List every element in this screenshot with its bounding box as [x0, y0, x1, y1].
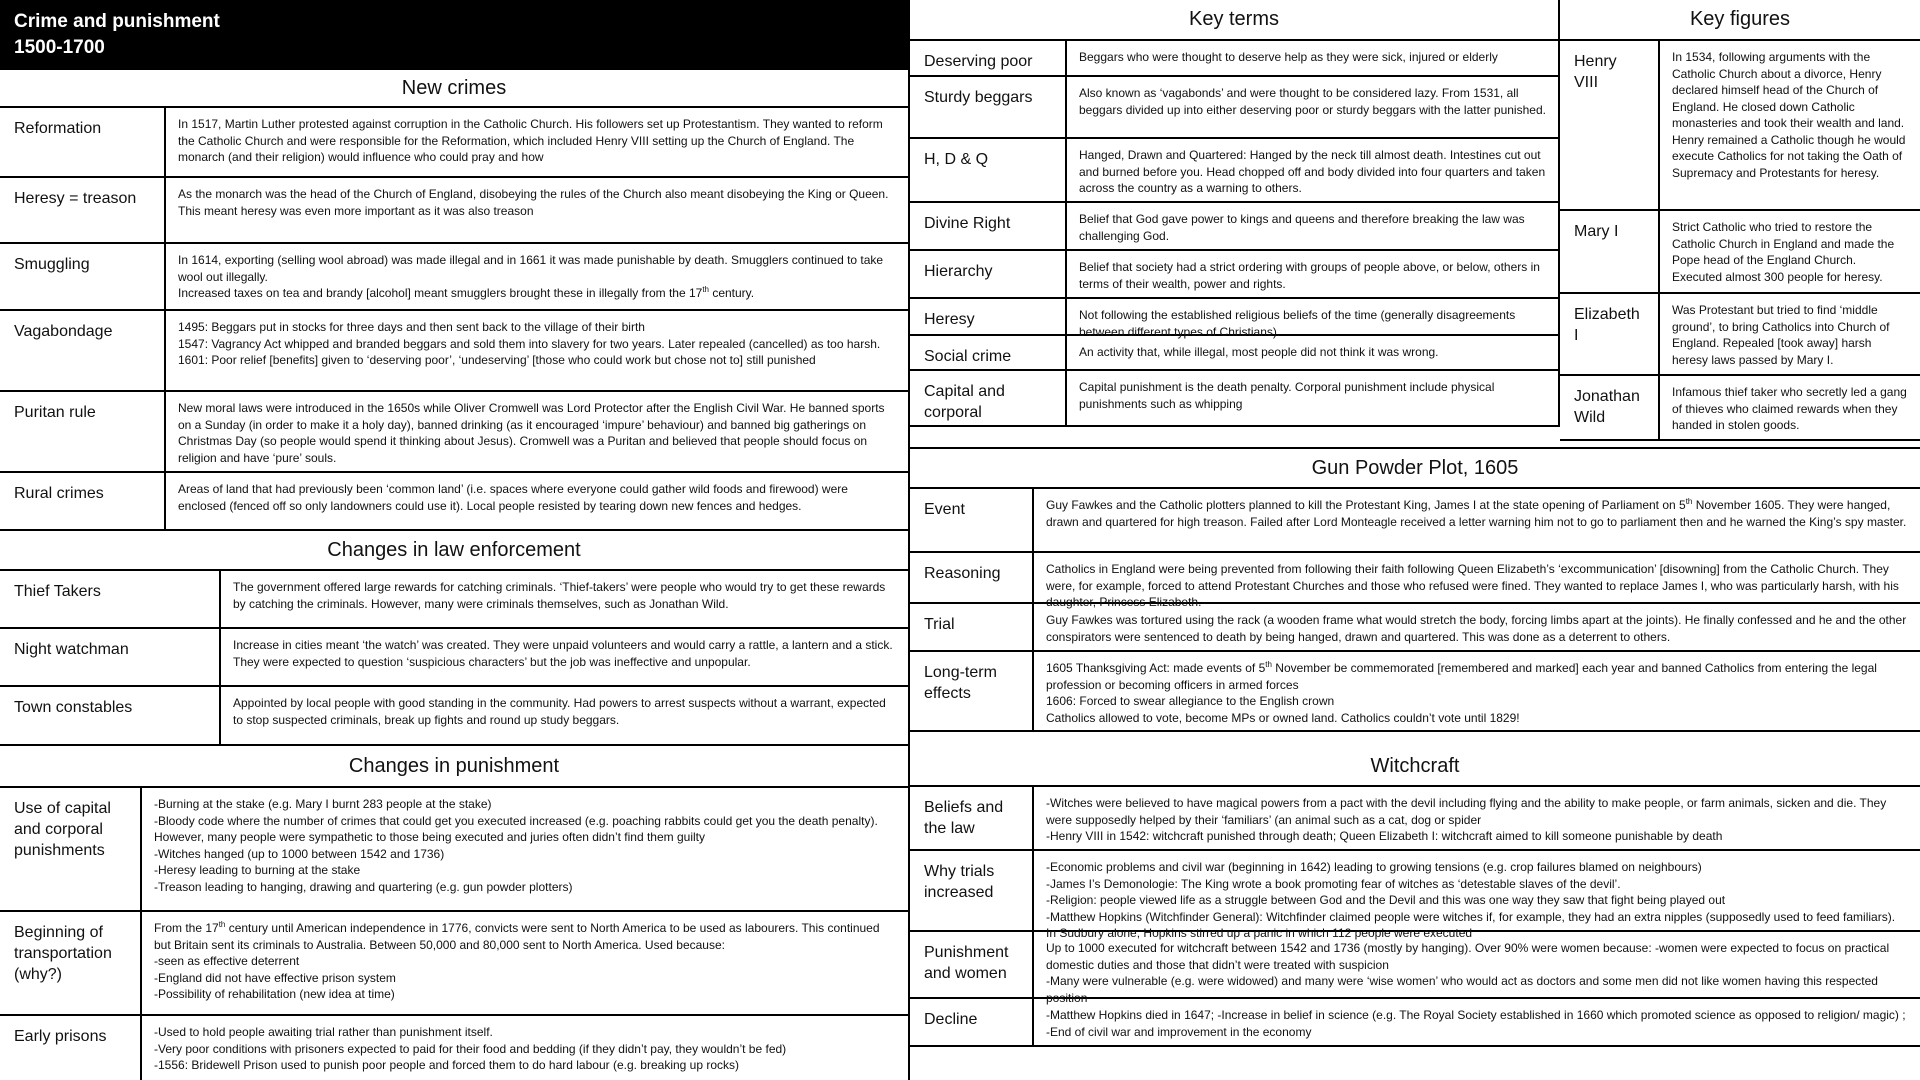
- row-term: Vagabondage: [0, 311, 166, 390]
- definition-line: Guy Fawkes was tortured using the rack (a wooden frame what would stretch the body, forcing limbs apart at the joints). He finally confessed and he and the other conspirators were sentenced to death by being hanged, drawn and quartered. This was done as a deterrent to others.: [1046, 613, 1907, 644]
- row-definition: [166, 311, 908, 390]
- row-definition: [142, 1016, 908, 1080]
- row-term: Reasoning: [910, 553, 1034, 602]
- key-figures-title: Key figures: [1560, 0, 1920, 41]
- definition-line: -Witches were believed to have magical powers from a pact with the devil including flying and the ability to make people, or farm animals, sicken and die. They were supposedly helped by their ‘familiars’ (an animal such as a cat, dog or spider: [1046, 796, 1887, 827]
- left-column: [0, 0, 910, 1080]
- row-definition: [221, 629, 908, 685]
- title-line-1: Crime and punishment: [14, 11, 220, 32]
- page-title: [0, 0, 908, 70]
- row-definition: [221, 687, 908, 744]
- table-row: [910, 251, 1558, 299]
- definition-line: -Burning at the stake (e.g. Mary I burnt 283 people at the stake): [154, 797, 492, 811]
- row-definition: [1067, 371, 1558, 425]
- table-row: [910, 553, 1920, 609]
- row-definition: [1034, 787, 1920, 849]
- definition-line: -Treason leading to hanging, drawing and quartering (e.g. gun powder plotters): [154, 879, 573, 894]
- definition-line: -Matthew Hopkins (Witchfinder General): Witchfinder claimed people were witches if, for example, they had an extra nipples (supposedly used to feed familiars). In Sudbury alone, Hopkins stirred up a panic in which 112 people were executed: [1046, 909, 1896, 940]
- table-row: [910, 371, 1558, 427]
- row-term: Sturdy beggars: [910, 77, 1067, 137]
- table-row: [0, 687, 908, 746]
- table-row: [0, 473, 908, 531]
- table-row: [0, 629, 908, 687]
- new-crimes-table: [0, 108, 908, 531]
- definition-line: Strict Catholic who tried to restore the Catholic Church in England and made the Pope head of the England Church. Executed almost 300 people for heresy.: [1672, 220, 1895, 284]
- table-row: [910, 652, 1920, 732]
- table-row: [910, 203, 1558, 251]
- definition-line: Capital punishment is the death penalty. Corporal punishment include physical punishments such as whipping: [1079, 380, 1495, 411]
- row-term: Capital and corporal: [910, 371, 1067, 425]
- definition-line: Also known as ‘vagabonds’ and were thought to be considered lazy. From 1531, all beggars divided up into either deserving poor or sturdy beggars with the latter punished.: [1079, 86, 1546, 117]
- row-term: Hierarchy: [910, 251, 1067, 297]
- row-definition: [1067, 41, 1558, 75]
- row-term: Henry VIII: [1560, 41, 1660, 209]
- row-term: Mary I: [1560, 211, 1660, 292]
- table-row: [910, 77, 1558, 139]
- new-crimes-title: New crimes: [0, 70, 908, 108]
- definition-line: -Religion: people viewed life as a struggle between God and the Devil and this was one way they saw that fight being played out: [1046, 893, 1726, 907]
- row-term: Puritan rule: [0, 392, 166, 471]
- row-term: Rural crimes: [0, 473, 166, 529]
- table-row: [0, 788, 908, 912]
- row-definition: [1660, 376, 1920, 439]
- definition-line: Increased taxes on tea and brandy [alcohol] meant smugglers brought these in illegally from the 17th century.: [178, 285, 755, 300]
- row-term: Beliefs and the law: [910, 787, 1034, 849]
- row-term: Deserving poor: [910, 41, 1067, 75]
- row-definition: [1660, 41, 1920, 209]
- row-term: Town constables: [0, 687, 221, 744]
- definition-line: From the 17th century until American independence in 1776, convicts were sent to North America to be used as labourers. This continued but Britain sent its criminals to Australia. Between 50,000 and 80,000 sent to North America. Used because:: [154, 920, 880, 952]
- definition-line: -Used to hold people awaiting trial rather than punishment itself.: [154, 1025, 493, 1039]
- row-term: Smuggling: [0, 244, 166, 309]
- definition-line: 1605 Thanksgiving Act: made events of 5th November be commemorated [remembered and marked] each year and banned Catholics from entering the legal profession or becoming officers in armed forces: [1046, 660, 1877, 692]
- row-definition: [1034, 999, 1920, 1045]
- definition-line: -James I’s Demonologie: The King wrote a book promoting fear of witches as ‘detestable slaves of the devil’.: [1046, 876, 1621, 891]
- definition-line: Hanged, Drawn and Quartered: Hanged by the neck till almost death. Intestines cut out and burned before you. Head chopped off and body divided into four quarters and taken across the country as a warning to others.: [1079, 148, 1546, 195]
- definition-line: -England did not have effective prison system: [154, 970, 396, 985]
- definition-line: -Witches hanged (up to 1000 between 1542 and 1736): [154, 846, 445, 861]
- definition-line: -Bloody code where the number of crimes that could get you executed increased (e.g. poaching rabbits could get you the death penalty). However, many people were sympathetic to those being executed and juries often didn’t find them guilty: [154, 813, 878, 844]
- definition-line: An activity that, while illegal, most people did not think it was wrong.: [1079, 345, 1439, 359]
- table-row: [0, 1016, 908, 1080]
- definition-line: Belief that God gave power to kings and queens and therefore breaking the law was challenging God.: [1079, 212, 1525, 243]
- table-row: [0, 912, 908, 1016]
- definition-line: Up to 1000 executed for witchcraft between 1542 and 1736 (mostly by hanging). Over 90% were women because: -women were expected to focus on practical domestic duties and those that didn’t were treated with suspicion: [1046, 941, 1890, 972]
- table-row: [0, 244, 908, 311]
- definition-line: Not following the established religious beliefs of the time (generally disagreements between different types of Christians).: [1079, 308, 1516, 339]
- row-term: Heresy = treason: [0, 178, 166, 242]
- table-row: [1560, 294, 1920, 376]
- row-definition: [1067, 77, 1558, 137]
- row-definition: [1067, 299, 1558, 339]
- witchcraft-table: [910, 787, 1920, 1047]
- definition-line: Catholics in England were being prevented from following their faith following Queen Elizabeth’s ‘excommunication’ [disowning] from the Catholic Church. They were, for example, forced to attend Protestant Churches and those who refused were fined. They wanted to replace James I, who was particularly harsh, with his daughter, Princess Elizabeth.: [1046, 562, 1899, 609]
- witchcraft-block: [910, 747, 1920, 1047]
- key-terms-block: [910, 0, 1560, 427]
- table-row: [910, 299, 1558, 339]
- table-row: [910, 139, 1558, 203]
- row-definition: [1660, 294, 1920, 374]
- definition-line: In 1534, following arguments with the Catholic Church about a divorce, Henry declared himself head of the Church of England. He closed down Catholic monasteries and took their wealth and land. Henry remained a Catholic though he would execute Catholics for not taking the Oath of Supremacy and Protestants for heresy.: [1672, 50, 1906, 180]
- definition-line: Increase in cities meant ‘the watch’ was created. They were unpaid volunteers and would carry a rattle, a lantern and a stick. They were expected to question ‘suspicious characters’ but the job was ineffective and unpopular.: [233, 638, 893, 669]
- key-terms-table: [910, 41, 1558, 427]
- definition-line: Infamous thief taker who secretly led a gang of thieves who claimed rewards when they handed in stolen goods.: [1672, 385, 1907, 432]
- row-definition: [221, 571, 908, 627]
- row-term: Jonathan Wild: [1560, 376, 1660, 439]
- row-term: Early prisons: [0, 1016, 142, 1080]
- definition-line: The government offered large rewards for catching criminals. ‘Thief-takers’ were people who would try to get these rewards by catching the criminals. However, many were criminals themselves, such as Jonathan Wild.: [233, 580, 886, 611]
- row-definition: [1660, 211, 1920, 292]
- definition-line: Was Protestant but tried to find ‘middle ground’, to bring Catholics into Church of England. Repealed [took away] harsh heresy laws passed by Mary I.: [1672, 303, 1890, 367]
- gunpowder-title: Gun Powder Plot, 1605: [910, 447, 1920, 489]
- table-row: [0, 108, 908, 178]
- definition-line: 1495: Beggars put in stocks for three days and then sent back to the village of their birth: [178, 320, 645, 334]
- key-figures-block: [1560, 0, 1920, 441]
- table-row: [1560, 376, 1920, 441]
- row-term: Beginning of transportation (why?): [0, 912, 142, 1014]
- row-term: Long-term effects: [910, 652, 1034, 730]
- definition-line: -Henry VIII in 1542: witchcraft punished through death; Queen Elizabeth I: witchcraft aimed to kill someone punishable by death: [1046, 829, 1723, 843]
- row-definition: [1034, 604, 1920, 650]
- key-figures-table: [1560, 41, 1920, 441]
- gunpowder-block: [910, 447, 1920, 732]
- definition-line: -Heresy leading to burning at the stake: [154, 863, 361, 877]
- row-term: H, D & Q: [910, 139, 1067, 201]
- definition-line: -seen as effective deterrent: [154, 954, 300, 968]
- definition-line: -Very poor conditions with prisoners expected to paid for their food and bedding (if they didn’t pay, they wouldn’t be fed): [154, 1041, 787, 1056]
- witchcraft-title: Witchcraft: [910, 747, 1920, 787]
- key-terms-title: Key terms: [910, 0, 1558, 41]
- punishment-table: [0, 788, 908, 1080]
- row-definition: [1067, 251, 1558, 297]
- definition-line: Beggars who were thought to deserve help as they were sick, injured or elderly: [1079, 50, 1498, 64]
- row-definition: [166, 178, 908, 242]
- row-term: Social crime: [910, 336, 1067, 369]
- row-definition: [166, 392, 908, 471]
- gunpowder-table: [910, 489, 1920, 732]
- definition-line: Areas of land that had previously been ‘common land’ (i.e. spaces where everyone could gather wild foods and firewood) were enclosed (fenced off so only landowners could use it). Local people resisted by tearing down new fences and hedges.: [178, 482, 848, 513]
- definition-line: -Economic problems and civil war (beginning in 1642) leading to growing tensions (e.g. crop failures blamed on neighbours): [1046, 860, 1702, 874]
- definition-line: -Matthew Hopkins died in 1647; -Increase in belief in science (e.g. The Royal Society established in 1660 which promoted science as opposed to religion/ magic) ; -End of civil war and improvement in the economy: [1046, 1008, 1906, 1039]
- law-enforcement-title: Changes in law enforcement: [0, 531, 908, 571]
- row-term: Elizabeth I: [1560, 294, 1660, 374]
- row-definition: [142, 912, 908, 1014]
- row-term: Thief Takers: [0, 571, 221, 627]
- row-term: Night watchman: [0, 629, 221, 685]
- definition-line: Catholics allowed to vote, become MPs or owned land. Catholics couldn’t vote until 1829!: [1046, 710, 1520, 725]
- definition-line: 1606: Forced to swear allegiance to the English crown: [1046, 694, 1335, 708]
- definition-line: Appointed by local people with good standing in the community. Had powers to arrest suspects without a warrant, expected to stop suspected criminals, break up fights and round up study beggars.: [233, 696, 886, 727]
- punishment-title: Changes in punishment: [0, 746, 908, 788]
- table-row: [1560, 211, 1920, 294]
- law-enforcement-table: [0, 571, 908, 746]
- table-row: [910, 604, 1920, 652]
- row-definition: [166, 108, 908, 176]
- table-row: [0, 392, 908, 473]
- row-definition: [1034, 652, 1920, 730]
- row-term: Use of capital and corporal punishments: [0, 788, 142, 910]
- definition-line: New moral laws were introduced in the 1650s while Oliver Cromwell was Lord Protector after the English Civil War. He banned sports on a Sunday (in order to make it a holy day), banned drinking (as it encouraged ‘impure’ behaviour) and banned big gatherings on Christmas Day (so people would spend it thinking about Jesus). Cromwell was a Puritan and believed that people should focus on religion and have ‘pure’ souls.: [178, 401, 885, 465]
- row-definition: [1067, 139, 1558, 201]
- table-row: [1560, 41, 1920, 211]
- definition-line: -Possibility of rehabilitation (new idea at time): [154, 987, 395, 1001]
- table-row: [0, 311, 908, 392]
- row-definition: [1067, 203, 1558, 249]
- table-row: [0, 571, 908, 629]
- table-row: [910, 932, 1920, 1005]
- definition-line: 1601: Poor relief [benefits] given to ‘deserving poor’, ‘undeserving’ [those who could work but chose not to] still punished: [178, 353, 816, 367]
- row-term: Punishment and women: [910, 932, 1034, 997]
- row-term: Why trials increased: [910, 851, 1034, 930]
- table-row: [910, 851, 1920, 940]
- title-line-2: 1500-1700: [14, 37, 105, 58]
- row-definition: [1067, 336, 1558, 369]
- row-definition: [1034, 553, 1920, 609]
- definition-line: In 1517, Martin Luther protested against corruption in the Catholic Church. His followers set up Protestantism. They wanted to reform the Catholic Church and were responsible for the Reformation, which included Henry VIII setting up the Church of England. The monarch (and their religion) would influence who could pray and how: [178, 117, 883, 164]
- row-definition: [1034, 932, 1920, 1005]
- definition-line: Guy Fawkes and the Catholic plotters planned to kill the Protestant King, James I at the state opening of Parliament on 5th November 1605. They were hanged, drawn and quartered for high treason. Failed after Lord Monteagle received a letter warning him not to go to parliament then and he warned the King’s spy master.: [1046, 497, 1907, 529]
- definition-line: Belief that society had a strict ordering with groups of people above, or below, others in terms of their wealth, power and rights.: [1079, 260, 1540, 291]
- row-term: Heresy: [910, 299, 1067, 334]
- definition-line: In 1614, exporting (selling wool abroad) was made illegal and in 1661 it was made punishable by death. Smugglers continued to take wool out illegally.: [178, 253, 884, 284]
- table-row: [910, 489, 1920, 553]
- row-term: Reformation: [0, 108, 166, 176]
- row-definition: [142, 788, 908, 910]
- row-term: Trial: [910, 604, 1034, 650]
- row-definition: [166, 473, 908, 529]
- row-term: Decline: [910, 999, 1034, 1045]
- table-row: [910, 787, 1920, 851]
- row-definition: [1034, 851, 1920, 940]
- table-row: [910, 41, 1558, 77]
- definition-line: -Many were vulnerable (e.g. were widowed) and many were ‘wise women’ who would act as doctors and some men did not like women having this respected position: [1046, 974, 1878, 1005]
- row-term: Divine Right: [910, 203, 1067, 249]
- table-row: [910, 336, 1558, 371]
- definition-line: -1556: Bridewell Prison used to punish poor people and forced them to do hard labour (e.g. breaking up rocks): [154, 1058, 740, 1072]
- row-term: Event: [910, 489, 1034, 551]
- definition-line: As the monarch was the head of the Church of England, disobeying the rules of the Church also meant disobeying the King or Queen. This meant heresy was even more important as it was also treason: [178, 187, 889, 218]
- definition-line: 1547: Vagrancy Act whipped and branded beggars and sold them into slavery for two years. Later repealed (cancelled) as too harsh.: [178, 336, 881, 351]
- row-definition: [166, 244, 908, 309]
- table-row: [910, 999, 1920, 1047]
- row-definition: [1034, 489, 1920, 551]
- table-row: [0, 178, 908, 244]
